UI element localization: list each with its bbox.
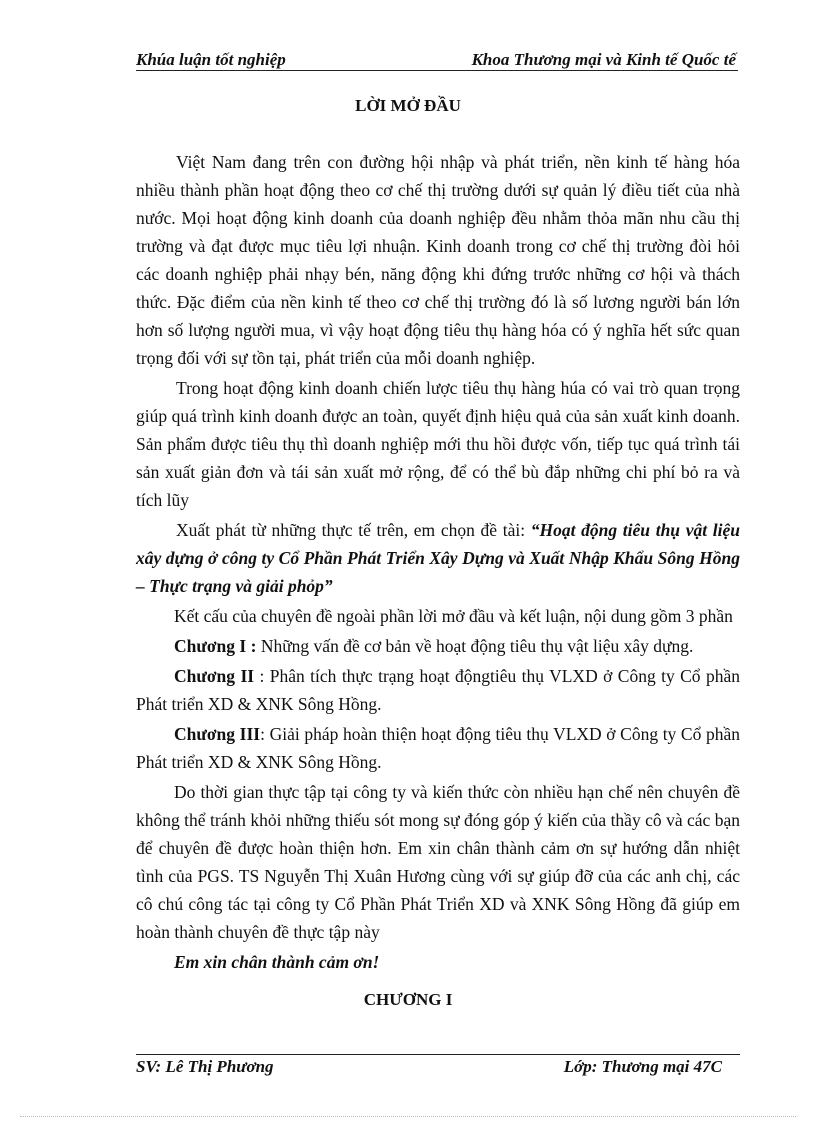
chapter-2-label: Chương II (174, 666, 255, 686)
chapter-1-line (136, 632, 740, 660)
chapter-3-line (136, 720, 740, 776)
page-bottom-divider (20, 1116, 796, 1117)
footer-student: SV: Lê Thị Phương (136, 1057, 274, 1076)
paragraph-role: Trong hoạt động kinh doanh chiến lược tiêu thụ hàng húa có vai trò quan trọng giúp quá trình kinh doanh được an toàn, quyết định hiệu quả của sản xuất kinh doanh. Sản phẩm được tiêu thụ thì doanh nghiệp mới thu hồi được vốn, tiếp tục quá trình tái sản xuất giản đơn và tái sản xuất mở rộng, để có thể bù đắp những chi phí bỏ ra và tích lũy (136, 378, 740, 510)
topic-prefix: Xuất phát từ những thực tế trên, em chọn đề tài: (176, 520, 531, 540)
topic-title: “Hoạt động tiêu thụ vật liệu xây dựng ở công ty Cổ Phần Phát Triển Xây Dựng và Xuất Nhập Khẩu Sông Hồng – Thực trạng và giải phỏp” (136, 520, 740, 596)
chapter-3-text: : Giải pháp hoàn thiện hoạt động tiêu thụ VLXD ở Công ty Cổ phần Phát triển XD & XNK Sông Hồng. (136, 724, 740, 772)
paragraph-topic (136, 516, 740, 600)
chapter-1-label: Chương I : (174, 636, 257, 656)
chapter-3-label: Chương III (174, 724, 261, 744)
document-body (136, 148, 740, 976)
chapter-2-text: : Phân tích thực trạng hoạt độngtiêu thụ VLXD ở Công ty Cổ phần Phát triển XD & XNK Sông Hồng. (136, 666, 740, 714)
paragraph-intro: Việt Nam đang trên con đường hội nhập và phát triển, nền kinh tế hàng hóa nhiều thành phần hoạt động theo cơ chế thị trường dưới sự quản lý điều tiết của nhà nước. Mọi hoạt động kinh doanh của doanh nghiệp đều nhằm thỏa mãn nhu cầu thị trường và đạt được mục tiêu lợi nhuận. Kinh doanh trong cơ chế thị trường đòi hỏi các doanh nghiệp phải nhạy bén, năng động khi đứng trước những cơ hội và thách thức. Đặc điểm của nền kinh tế theo cơ chế thị trường đó là số lương người bán lớn hơn số lượng người mua, vì vậy hoạt động tiêu thụ hàng hóa có ý nghĩa hết sức quan trọng đối với sự tồn tại, phát triển của mỗi doanh nghiệp. (136, 152, 740, 368)
footer-class: Lớp: Thương mại 47C (563, 1057, 722, 1076)
thanks-line: Em xin chân thành cảm ơn! (174, 952, 380, 972)
page-header (136, 50, 738, 71)
page-footer (136, 1054, 740, 1077)
paragraph-structure: Kết cấu của chuyên đề ngoài phần lời mở đầu và kết luận, nội dung gồm 3 phần (174, 606, 733, 626)
chapter-1-text: Những vấn đề cơ bản về hoạt động tiêu thụ vật liệu xây dựng. (256, 636, 694, 656)
chapter-heading: CHƯƠNG I (363, 990, 453, 1009)
page-title: LỜI MỞ ĐẦU (355, 96, 461, 115)
header-right-text: Khoa Thương mại và Kinh tế Quốc tế (471, 50, 736, 69)
chapter-2-line (136, 662, 740, 718)
header-left-text: Khúa luận tốt nghiệp (136, 50, 286, 69)
paragraph-acknowledgement: Do thời gian thực tập tại công ty và kiến thức còn nhiều hạn chế nên chuyên đề không thể tránh khỏi những thiếu sót mong sự đóng góp ý kiến của thầy cô và các bạn để chuyên đề được hoàn thiện hơn. Em xin chân thành cảm ơn sự hướng dẫn nhiệt tình của PGS. TS Nguyễn Thị Xuân Hương cùng với sự giúp đỡ của các anh chị, các cô chú công tác tại công ty Cổ Phần Phát Triển XD và XNK Sông Hồng đã giúp em hoàn thành chuyên đề thực tập này (136, 782, 740, 942)
